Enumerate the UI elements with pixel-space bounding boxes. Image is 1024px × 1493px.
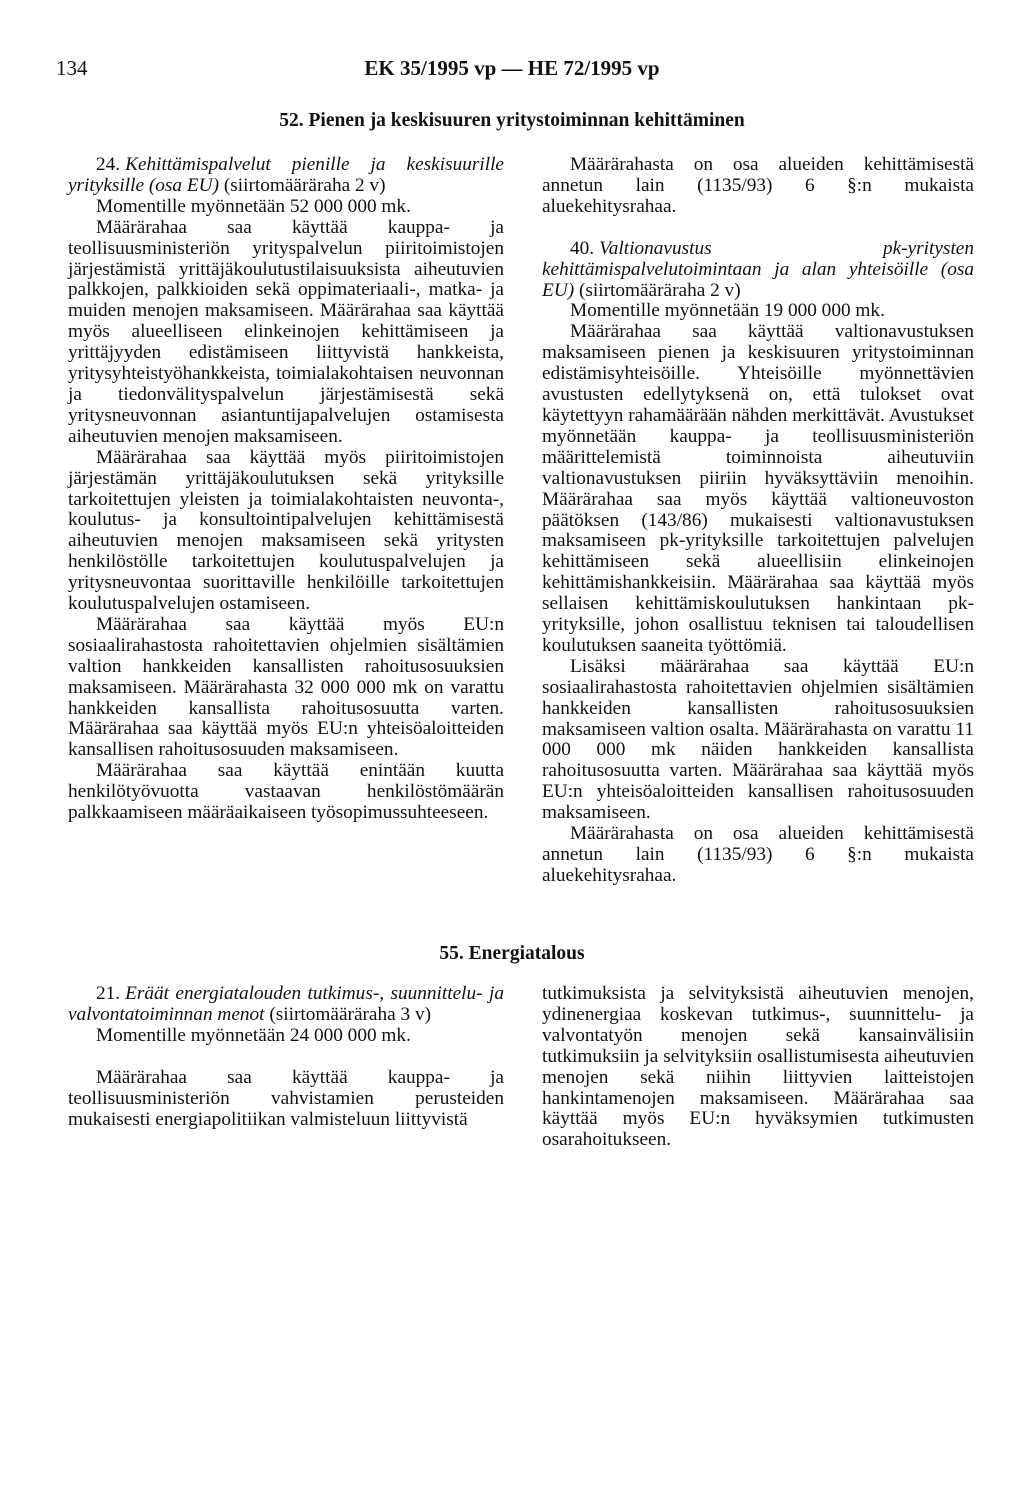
section-52-heading: 52. Pienen ja keskisuuren yritystoiminnan kehittäminen xyxy=(279,110,745,131)
item-21-title: Eräät energiatalouden tutkimus-, suunnittelu- ja valvontatoiminnan menot xyxy=(68,983,504,1025)
item-21-number: 21. xyxy=(96,983,121,1004)
item-40-heading xyxy=(542,239,974,302)
section-52-left-column xyxy=(68,155,504,824)
item-24-number: 24. xyxy=(96,154,121,175)
item-24-title: Kehittämispalvelut pienille ja keskisuurille yrityksille (osa EU) xyxy=(68,154,504,196)
section-55-heading: 55. Energiatalous xyxy=(439,943,585,964)
item-24-heading xyxy=(68,155,504,197)
item-24-appropriation: (siirtomääräraha 2 v) xyxy=(219,174,386,196)
item-21-heading xyxy=(68,984,504,1026)
item-24-paragraph-3: Määrärahaa saa käyttää myös EU:n sosiaalirahastosta rahoitettavien ohjelmien sisältämien valtion hankkeiden kansallisten rahoitusosuuksien maksamiseen. Määrärahasta 32 000 000 mk on varattu hankkeiden kansallista rahoitusosuutta varten. Määrärahaa saa käyttää myös EU:n yhteisöaloitteiden kansallisen rahoitusosuuden maksamiseen. xyxy=(68,613,504,761)
item-40-paragraph-2: Lisäksi määrärahaa saa käyttää EU:n sosiaalirahastosta rahoitettavien ohjelmien sisältämien hankkeiden kansallisten rahoitusosuuksien maksamiseen valtion osalta. Määrärahasta on varattu 11 000 000 mk näiden hankkeiden kansallista rahoitusosuutta varten. Määrärahaa saa käyttää myös EU:n yhteisöaloitteiden kansallisen rahoitusosuuden maksamiseen. xyxy=(542,655,974,824)
page-number: 134 xyxy=(56,56,88,80)
item-right-intro-paragraph: Määrärahasta on osa alueiden kehittämisestä annetun lain (1135/93) 6 §:n mukaista aluekehitysrahaa. xyxy=(542,154,974,217)
item-21-paragraph-1: Määrärahaa saa käyttää kauppa- ja teollisuusministeriön vahvistamien perusteiden mukaisesti energiapolitiikan valmisteluun liittyvistä xyxy=(68,1066,504,1130)
item-24-paragraph-4: Määrärahaa saa käyttää enintään kuutta henkilötyövuotta vastaavan henkilöstömäärän palkkaamiseen määräaikaiseen työsopimussuhteeseen. xyxy=(68,760,504,824)
item-21-grant: Momentille myönnetään 24 000 000 mk. xyxy=(96,1024,411,1046)
item-40-paragraph-1: Määrärahaa saa käyttää valtionavustuksen maksamiseen pienen ja keskisuuren yritystoiminnan edistämisyhteisöille. Yhteisöille myönnettävien avustusten edellytyksenä on, että tulokset ovat käytettyyn rahamäärään nähden merkittävät. Avustukset myönnetään kauppa- ja teollisuusministeriön määrittelemistä toiminnoista aiheutuviin valtionavustuksen piiriin hyväksyttäviin menoihin. Määrärahaa saa myös käyttää valtioneuvoston päätöksen (143/86) mukaisesti valtionavustuksen maksamiseen pk-yrityksille tarkoitettujen palvelujen kehittämiseen sekä alueellisiin elinkeinojen kehittämishankkeisiin. Määrärahaa saa käyttää myös sellaisen kehittämiskoulutuksen hankintaan pk-yrityksille, johon osallistuu teknisen tai taloudellisen koulutuksen saaneita työttömiä. xyxy=(542,321,974,656)
item-21-paragraph-continued: tutkimuksista ja selvityksistä aiheutuvien menojen, ydinenergiaa koskevan tutkimus-, suunnittelu- ja valvontatyön menojen sekä kansainvälisiin tutkimuksiin ja selvityksiin osallistumisesta aiheutuvien menojen sekä niihin liittyvien laitteistojen hankintamenojen maksamiseen. Määrärahaa saa käyttää myös EU:n hyväksymien tutkimusten osarahoitukseen. xyxy=(542,983,974,1151)
section-55-right-column xyxy=(542,984,974,1151)
item-40-paragraph-3: Määrärahasta on osa alueiden kehittämisestä annetun lain (1135/93) 6 §:n mukaista aluekehitysrahaa. xyxy=(542,823,974,886)
item-24-grant: Momentille myönnetään 52 000 000 mk. xyxy=(96,195,411,217)
item-24-paragraph-1: Määrärahaa saa käyttää kauppa- ja teollisuusministeriön yrityspalvelun piiritoimistojen järjestämistä yrittäjäkoulutustilaisuuksista aiheutuvien palkkojen, palkkioiden sekä oppimateriaali-, matka- ja muiden menojen maksamiseen. Määrärahaa saa käyttää myös alueelliseen elinkeinojen kehittämiseen ja yrittäjyyden edistämiseen liittyvistä hankkeista, yritysyhteistyöhankkeista, toimialakohtaisen neuvonnan ja tiedonvälityspalvelun järjestämisestä sekä yritysneuvonnan asiantuntijapalvelujen ostamisesta aiheutuvien menojen maksamiseen. xyxy=(68,216,504,447)
item-40-appropriation: (siirtomääräraha 2 v) xyxy=(574,279,741,301)
item-40-number: 40. xyxy=(570,237,595,259)
item-40-title: Valtionavustus pk-yritysten kehittämispalvelutoimintaan ja alan yhteisöille (osa EU) xyxy=(542,237,974,301)
item-21-appropriation: (siirtomääräraha 3 v) xyxy=(264,1003,432,1025)
item-24-paragraph-2: Määrärahaa saa käyttää myös piiritoimistojen järjestämän yrittäjäkoulutuksen sekä yrityksille tarkoitettujen yleisten ja toimialakohtaisten neuvonta-, koulutus- ja konsultointipalvelujen kehittämisestä aiheutuvien menojen maksamiseen sekä yritysten henkilöstölle tarkoitettujen koulutuspalvelujen ja yritysneuvontaa suorittaville henkilöille tarkoitettujen koulutuspalvelujen ostamiseen. xyxy=(68,446,504,615)
section-52-right-column xyxy=(542,155,974,887)
item-40-grant: Momentille myönnetään 19 000 000 mk. xyxy=(570,300,885,322)
running-title: EK 35/1995 vp — HE 72/1995 vp xyxy=(364,56,660,80)
section-55-left-column xyxy=(68,984,504,1130)
